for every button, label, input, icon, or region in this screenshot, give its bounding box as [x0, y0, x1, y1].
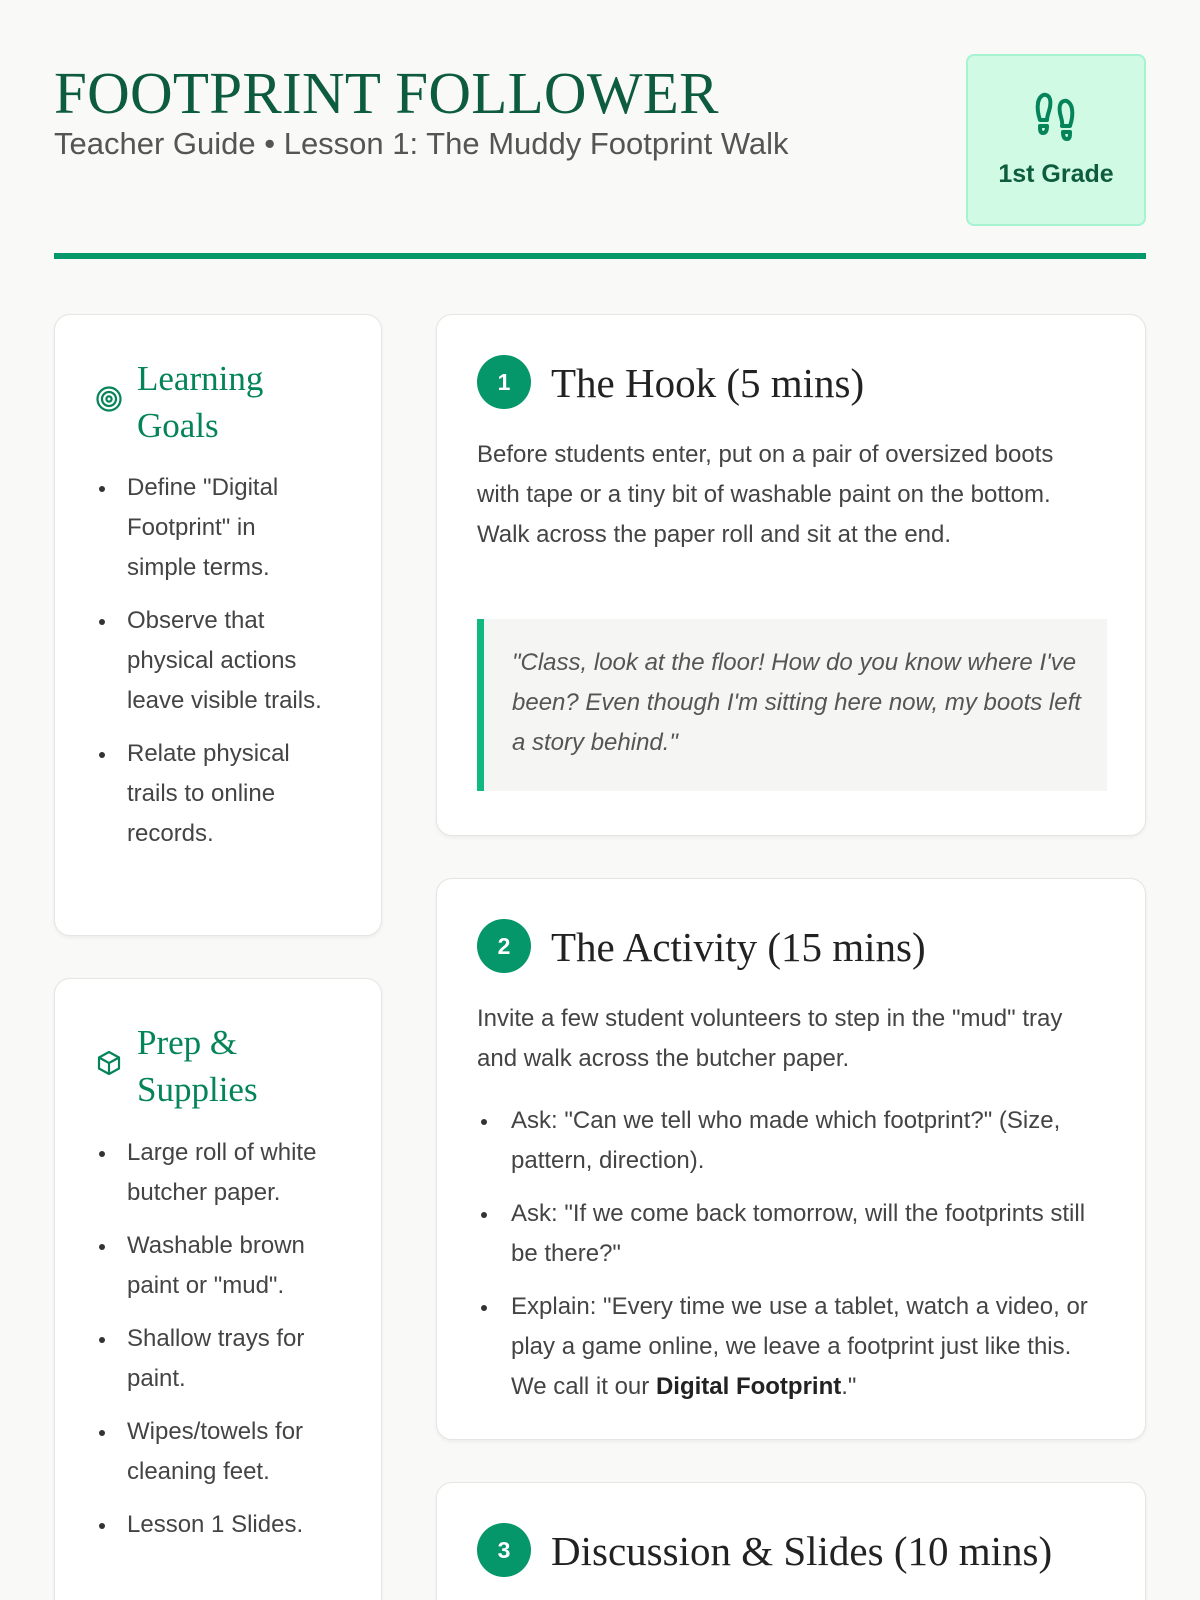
- step-title: The Hook (5 mins): [551, 360, 865, 406]
- step-body: Before students enter, put on a pair of oversized boots with tape or a tiny bit of washable paint on the bottom. Walk across the paper roll and sit at the end.: [477, 441, 1054, 548]
- step-card-activity: [436, 878, 1146, 1440]
- grade-badge: [966, 54, 1146, 226]
- learning-goals-title: Learning Goals: [137, 359, 264, 445]
- step-title: Discussion & Slides (10 mins): [551, 1528, 1053, 1574]
- list-item: Ask: "If we come back tomorrow, will the footprints still be there?": [481, 1194, 1101, 1274]
- list-item: Relate physical trails to online records.: [99, 734, 329, 854]
- supplies-title: Prep & Supplies: [137, 1023, 258, 1109]
- explain-text-end: .": [841, 1373, 857, 1400]
- digital-footprint-term: Digital Footprint: [655, 1373, 842, 1400]
- page-header: [54, 54, 1146, 260]
- step-body: Invite a few student volunteers to step in the "mud" tray and walk across the butcher paper.: [477, 1005, 1063, 1072]
- learning-goals-card: [54, 314, 382, 936]
- list-item: [481, 1287, 1101, 1407]
- box-icon: [95, 1049, 123, 1077]
- activity-list: [481, 1101, 1101, 1420]
- page-title: FOOTPRINT FOLLOWER: [54, 60, 719, 126]
- footprints-icon: [1026, 86, 1090, 150]
- step-title: The Activity (15 mins): [551, 924, 926, 970]
- teacher-quote: "Class, look at the floor! How do you know where I've been? Even though I'm sitting here now, my boots left a story behind.": [477, 619, 1107, 791]
- header-divider: [54, 253, 1146, 259]
- target-icon: [95, 385, 123, 413]
- grade-label: 1st Grade: [998, 160, 1114, 188]
- page-subtitle: Teacher Guide • Lesson 1: The Muddy Footprint Walk: [54, 126, 789, 161]
- explain-text: Explain: "Every time we use a tablet, watch a video, or play a game online, we leave a footprint just like this. We call it our: [511, 1293, 1088, 1400]
- step-number-badge: 1: [477, 355, 531, 409]
- list-item: Define "Digital Footprint" in simple terms.: [99, 468, 329, 588]
- step-card-discussion: [436, 1482, 1146, 1600]
- step-number-badge: 3: [477, 1523, 531, 1577]
- step-number-badge: 2: [477, 919, 531, 973]
- list-item: Wipes/towels for cleaning feet.: [99, 1412, 329, 1492]
- list-item: Lesson 1 Slides.: [99, 1505, 329, 1545]
- supplies-list: [99, 1133, 329, 1558]
- list-item: Washable brown paint or "mud".: [99, 1226, 329, 1306]
- list-item: Shallow trays for paint.: [99, 1319, 329, 1399]
- list-item: Large roll of white butcher paper.: [99, 1133, 329, 1213]
- supplies-card: [54, 978, 382, 1600]
- list-item: Observe that physical actions leave visible trails.: [99, 601, 329, 721]
- step-card-hook: [436, 314, 1146, 836]
- list-item: Ask: "Can we tell who made which footprint?" (Size, pattern, direction).: [481, 1101, 1101, 1181]
- learning-goals-list: [99, 468, 329, 867]
